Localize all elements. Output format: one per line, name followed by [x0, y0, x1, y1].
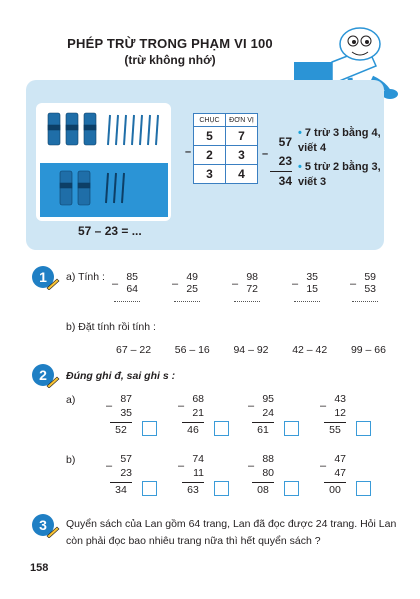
subtrahend-units: 3 [226, 146, 258, 165]
answer-line[interactable] [352, 301, 378, 302]
calc-minuend: 87 [120, 393, 132, 405]
calc-subtrahend: 47 [334, 467, 346, 479]
calc-subtrahend: 24 [262, 407, 274, 419]
place-value-table [193, 113, 258, 184]
step-2: • 5 trừ 2 bằng 3, viết 3 [298, 161, 381, 188]
ex3-line-1: Quyển sách của Lan gồm 64 trang, Lan đã đọc được 24 trang. Hỏi Lan [66, 518, 397, 530]
minus-sign: – [178, 460, 185, 472]
ex1-b-items [116, 344, 386, 356]
true-false-box[interactable] [214, 421, 229, 436]
calc-subtrahend: 25 [186, 283, 198, 295]
result-tens: 3 [194, 165, 226, 184]
calc-minuend: 59 [364, 271, 376, 283]
minus-sign: – [320, 460, 327, 472]
calc-subtrahend: 11 [193, 467, 204, 479]
minuend-tens: 5 [194, 127, 226, 146]
exercise-2-badge: 2 [32, 364, 54, 386]
calc-subtrahend: 53 [364, 283, 376, 295]
pencil-icon [46, 526, 60, 538]
ex2-row-b-label: b) [66, 454, 76, 466]
ex1-a-label: a) Tính : [66, 271, 105, 283]
ex1-a-calc [172, 271, 198, 295]
minuend-units: 7 [226, 127, 258, 146]
ex1-a-calc [232, 271, 258, 295]
ex2-calc [106, 392, 132, 436]
calc-minuend: 68 [192, 393, 204, 405]
calc-minuend: 35 [306, 271, 318, 283]
calc-minuend: 43 [334, 393, 346, 405]
answer-line[interactable] [174, 301, 200, 302]
bullet-icon: • [298, 127, 302, 139]
minus-sign: – [106, 400, 113, 412]
calc-subtrahend: 12 [334, 407, 346, 419]
calc-subtrahend: 72 [246, 283, 258, 295]
answer-line[interactable] [294, 301, 320, 302]
ex1-a-calc [350, 271, 376, 295]
sticks-illustration [40, 107, 168, 219]
ex2-calc [178, 392, 204, 436]
minus-sign: – [248, 460, 255, 472]
true-false-box[interactable] [356, 421, 371, 436]
column-minus-sign: – [262, 148, 269, 160]
ex1-b-item: 42 – 42 [292, 344, 328, 356]
minus-sign: – [112, 278, 119, 290]
calc-subtrahend: 15 [306, 283, 318, 295]
calc-subtrahend: 80 [262, 467, 274, 479]
demo-equation: 57 – 23 = ... [78, 224, 142, 238]
calc-minuend: 57 [120, 453, 132, 465]
page-subtitle: (trừ không nhớ) [124, 53, 216, 67]
calc-minuend: 98 [246, 271, 258, 283]
minus-sign: – [178, 400, 185, 412]
page-number: 158 [30, 562, 49, 574]
subtrahend-tens: 2 [194, 146, 226, 165]
ex1-a-calc [112, 271, 138, 295]
ex2-calc [320, 452, 346, 496]
calc-result: 08 [252, 482, 274, 496]
minus-sign: – [350, 278, 357, 290]
column-subtraction [270, 133, 292, 191]
calc-minuend: 47 [334, 453, 346, 465]
true-false-box[interactable] [284, 481, 299, 496]
ex2-calc [320, 392, 346, 436]
pencil-icon [46, 278, 60, 290]
ex2-calc [248, 392, 274, 436]
ex2-calc [178, 452, 204, 496]
calc-subtrahend: 64 [126, 283, 138, 295]
ex3-line-2: còn phải đọc bao nhiêu trang nữa thì hết quyển sách ? [66, 535, 321, 547]
true-false-box[interactable] [142, 421, 157, 436]
true-false-box[interactable] [356, 481, 371, 496]
ex2-calc [106, 452, 132, 496]
minus-sign: – [172, 278, 179, 290]
calc-result: 63 [182, 482, 204, 496]
calc-minuend: 88 [262, 453, 274, 465]
column-minuend: 57 [278, 135, 292, 149]
ex2-row-a-label: a) [66, 394, 76, 406]
calc-minuend: 49 [186, 271, 198, 283]
calc-result: 00 [324, 482, 346, 496]
ex1-a-calc [292, 271, 318, 295]
ex1-b-item: 94 – 92 [233, 344, 269, 356]
ex1-b-item: 99 – 66 [350, 344, 386, 356]
tens-header: CHỤC [194, 114, 226, 127]
table-minus-sign: – [185, 146, 192, 158]
step-1: • 7 trừ 3 bằng 4, viết 4 [298, 127, 381, 154]
true-false-box[interactable] [214, 481, 229, 496]
ex1-b-item: 67 – 22 [116, 344, 152, 356]
ex1-b-label: b) Đặt tính rồi tính : [66, 321, 156, 333]
column-result: 34 [278, 174, 292, 188]
minus-sign: – [232, 278, 239, 290]
answer-line[interactable] [114, 301, 140, 302]
column-subtrahend: 23 [270, 152, 292, 172]
calc-result: 52 [110, 422, 132, 436]
ex2-calc [248, 452, 274, 496]
exercise-1-badge: 1 [32, 266, 54, 288]
pencil-icon [46, 376, 60, 388]
calc-result: 61 [252, 422, 274, 436]
minus-sign: – [292, 278, 299, 290]
ex1-b-item: 56 – 16 [174, 344, 210, 356]
answer-line[interactable] [234, 301, 260, 302]
calc-minuend: 95 [262, 393, 274, 405]
minus-sign: – [106, 460, 113, 472]
units-header: ĐƠN VỊ [226, 114, 258, 127]
calc-result: 34 [110, 482, 132, 496]
minus-sign: – [320, 400, 327, 412]
calc-minuend: 85 [126, 271, 138, 283]
minus-sign: – [248, 400, 255, 412]
ex2-instruction: Đúng ghi đ, sai ghi s : [66, 370, 176, 382]
calc-subtrahend: 21 [192, 407, 204, 419]
true-false-box[interactable] [284, 421, 299, 436]
calc-minuend: 74 [192, 453, 204, 465]
calc-result: 55 [324, 422, 346, 436]
calc-result: 46 [182, 422, 204, 436]
bullet-icon: • [298, 161, 302, 173]
calc-subtrahend: 35 [120, 407, 132, 419]
result-units: 4 [226, 165, 258, 184]
calc-subtrahend: 23 [120, 467, 132, 479]
page-title: PHÉP TRỪ TRONG PHẠM VI 100 [67, 36, 273, 51]
exercise-3-badge: 3 [32, 514, 54, 536]
true-false-box[interactable] [142, 481, 157, 496]
